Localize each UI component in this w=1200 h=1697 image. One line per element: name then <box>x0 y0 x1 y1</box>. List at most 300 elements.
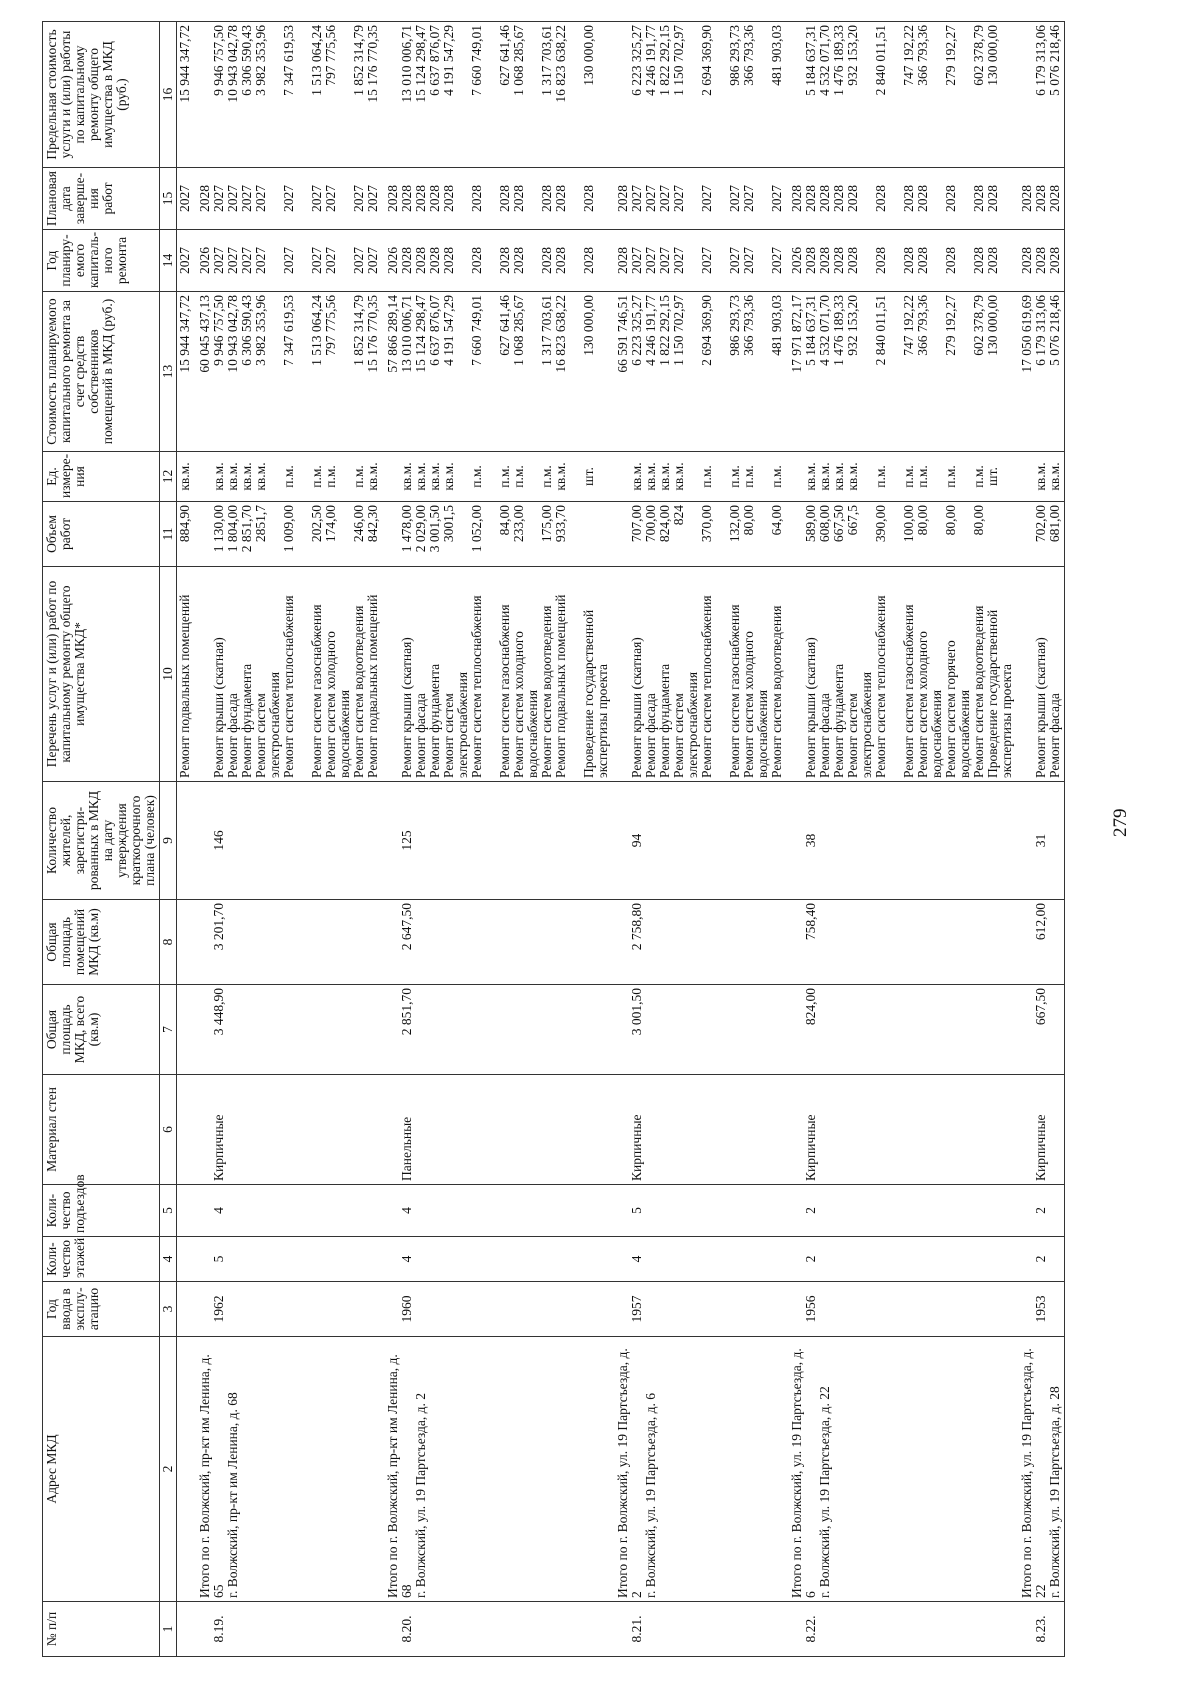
table-cell <box>177 1337 195 1602</box>
table-cell <box>177 1282 195 1337</box>
cell-line: 2028 <box>845 185 860 212</box>
cell-line <box>268 455 282 498</box>
cell-line: 8.21. <box>629 1615 644 1643</box>
cell-line <box>1000 25 1014 164</box>
cell-line: 17 971 872,17 <box>789 295 804 373</box>
cell-line: 2028 <box>413 185 428 212</box>
table-cell <box>194 1237 382 1282</box>
cell-line <box>198 505 212 563</box>
cell-line: 1957 <box>629 1295 644 1323</box>
cell-line: 10 943 042,78 <box>225 295 240 373</box>
column-number: 5 <box>160 1185 177 1237</box>
cell-line: Ремонт систем водоотведения <box>769 605 784 778</box>
cell-line <box>756 295 770 448</box>
table-cell <box>177 502 195 567</box>
cell-line: Ремонт подвальных помещений <box>553 594 568 778</box>
cell-line <box>714 233 728 288</box>
cell-line <box>198 903 212 981</box>
cell-line <box>1020 1078 1034 1181</box>
cell-line <box>790 1188 804 1233</box>
cell-line: 1 009,00 <box>281 505 296 553</box>
cell-line: 1 052,00 <box>469 505 484 553</box>
cell-line: 2028 <box>399 247 414 274</box>
cell-line <box>1000 505 1014 563</box>
cell-line: Ремонт подвальных помещений <box>365 594 380 778</box>
cell-line: п.м. <box>539 465 554 488</box>
cell-line <box>386 988 400 1071</box>
cell-line <box>888 505 902 563</box>
cell-line <box>526 171 540 226</box>
cell-line <box>456 295 470 448</box>
table-cell <box>612 782 786 900</box>
cell-line: 986 293,73 <box>727 295 742 356</box>
cell-line: Ремонт систем водоотведения <box>971 605 986 778</box>
cell-line: 707,00 <box>629 505 644 543</box>
cell-line: водоснабжения <box>957 689 972 778</box>
cell-line <box>958 455 972 498</box>
table-cell <box>194 292 382 452</box>
cell-line: кв.м. <box>177 462 192 491</box>
cell-line: 2027 <box>671 185 686 212</box>
cell-line: 2 647,50 <box>399 903 414 951</box>
cell-line <box>386 785 400 896</box>
cell-line: 15 124 298,47 <box>413 295 428 373</box>
cell-line: 2028 <box>511 247 526 274</box>
cell-line: кв.м. <box>643 462 658 491</box>
cell-line: 608,00 <box>817 505 832 543</box>
column-number: 6 <box>160 1075 177 1185</box>
cell-line <box>860 25 874 164</box>
cell-line: 2027 <box>225 247 240 274</box>
cell-line: Ремонт систем <box>845 693 860 778</box>
cell-line <box>484 570 498 778</box>
cell-line: Ремонт фасада <box>1047 693 1062 778</box>
cell-line: 824,00 <box>657 505 672 543</box>
cell-line <box>296 455 310 498</box>
cell-line: 8.19. <box>211 1615 226 1643</box>
table-cell <box>786 1337 1016 1602</box>
cell-line <box>1000 295 1014 448</box>
cell-line <box>1020 505 1034 563</box>
cell-line: экспертизы проекта <box>595 663 610 778</box>
cell-line: кв.м. <box>253 462 268 491</box>
cell-line <box>1020 1605 1034 1653</box>
cell-line: 4 532 071,70 <box>817 25 832 96</box>
cell-line: 1962 <box>211 1295 226 1323</box>
cell-line <box>338 295 352 448</box>
cell-line <box>616 1078 630 1181</box>
cell-line: Ремонт систем газоснабжения <box>901 604 916 778</box>
table-cell <box>1016 452 1065 502</box>
cell-line: 2 840 011,51 <box>873 25 888 96</box>
cell-line <box>386 1240 400 1278</box>
cell-line: 84,00 <box>497 505 512 536</box>
cell-line: 2028 <box>817 247 832 274</box>
cell-line: 4 191 547,29 <box>441 295 456 366</box>
cell-line: Ремонт систем холодного <box>741 631 756 778</box>
table-cell <box>194 1075 382 1185</box>
cell-line: 1 150 702,97 <box>671 25 686 96</box>
column-number: 1 <box>160 1602 177 1657</box>
cell-line: 2 029,00 <box>413 505 428 553</box>
header-cell: Общая площадь помещений МКД (кв.м) <box>43 900 160 985</box>
column-number: 7 <box>160 985 177 1075</box>
cell-line: п.м. <box>741 465 756 488</box>
table-cell <box>1016 1337 1065 1602</box>
cell-line <box>616 455 630 498</box>
cell-line: 246,00 <box>351 505 366 543</box>
cell-line: 2028 <box>971 247 986 274</box>
cell-line: кв.м. <box>399 462 414 491</box>
cell-line: 6 306 590,43 <box>239 25 254 96</box>
cell-line: г. Волжский, пр-кт им Ленина, д. 68 <box>225 1392 240 1598</box>
cell-line <box>930 295 944 448</box>
cell-line <box>296 233 310 288</box>
table-cell <box>612 1602 786 1657</box>
cell-line: 2 <box>1033 1255 1048 1263</box>
cell-line: 932 153,20 <box>845 25 860 86</box>
cell-line: 2028 <box>1047 247 1062 274</box>
cell-line <box>596 505 610 563</box>
cell-line: Ремонт фундамента <box>657 663 672 778</box>
cell-line: 2 758,80 <box>629 903 644 951</box>
cell-line: 2027 <box>323 247 338 274</box>
cell-line <box>930 455 944 498</box>
cell-line: Ремонт крыши (скатная) <box>211 637 226 778</box>
cell-line: Ремонт систем газоснабжения <box>309 604 324 778</box>
table-cell <box>1016 1185 1065 1237</box>
cell-line: 366 793,36 <box>915 295 930 356</box>
cell-line: Ремонт крыши (скатная) <box>629 637 644 778</box>
cell-line: п.м. <box>727 465 742 488</box>
cell-line: 2027 <box>225 185 240 212</box>
cell-line <box>1000 233 1014 288</box>
cell-line <box>616 505 630 563</box>
table-cell <box>194 22 382 168</box>
cell-line: 2027 <box>351 185 366 212</box>
cell-line: экспертизы проекта <box>999 663 1014 778</box>
cell-line: 2027 <box>281 247 296 274</box>
cell-line <box>484 25 498 164</box>
cell-line: 4 191 547,29 <box>441 25 456 96</box>
cell-line: 824 <box>671 505 686 526</box>
cell-line: 15 176 770,35 <box>365 295 380 373</box>
cell-line: 2028 <box>817 185 832 212</box>
cell-line: электроснабжения <box>455 671 470 778</box>
cell-line: 2028 <box>789 185 804 212</box>
cell-line: кв.м. <box>441 462 456 491</box>
cell-line <box>1000 171 1014 226</box>
cell-line: 6 223 325,27 <box>629 25 644 96</box>
cell-line: 3 982 353,96 <box>253 295 268 366</box>
table-row <box>177 22 195 1657</box>
cell-line <box>888 25 902 164</box>
table-row <box>1016 22 1065 1657</box>
cell-line <box>616 25 630 164</box>
header-cell: Год планиру-емого капиталь-ного ремонта <box>43 230 160 292</box>
cell-line: 80,00 <box>971 505 986 536</box>
cell-line: 884,90 <box>177 505 192 543</box>
table-cell <box>194 452 382 502</box>
cell-line <box>526 505 540 563</box>
header-row <box>43 22 160 1657</box>
column-number: 3 <box>160 1282 177 1337</box>
cell-line <box>268 171 282 226</box>
cell-line: 1 317 703,61 <box>539 295 554 366</box>
cell-line: 747 192,22 <box>901 25 916 86</box>
header-cell: Адрес МКД <box>43 1337 160 1602</box>
cell-line: Ремонт систем холодного <box>511 631 526 778</box>
cell-line: Ремонт систем теплоснабжения <box>873 595 888 778</box>
cell-line: 2028 <box>539 185 554 212</box>
cell-line <box>686 455 700 498</box>
cell-line: 5 184 637,31 <box>803 25 818 96</box>
cell-line <box>790 505 804 563</box>
cell-line <box>296 171 310 226</box>
cell-line <box>888 233 902 288</box>
cell-line: Ремонт систем газоснабжения <box>497 604 512 778</box>
cell-line <box>958 25 972 164</box>
cell-line: Проведение государственной <box>985 609 1000 778</box>
table-cell <box>177 168 195 230</box>
table-cell <box>382 567 612 782</box>
cell-line: 64,00 <box>769 505 784 536</box>
cell-line <box>888 295 902 448</box>
column-number: 2 <box>160 1337 177 1602</box>
cell-line: 667,5 <box>845 505 860 536</box>
cell-line <box>860 171 874 226</box>
cell-line <box>526 233 540 288</box>
table-cell <box>612 1282 786 1337</box>
table-cell <box>382 985 612 1075</box>
cell-line: 1 852 314,79 <box>351 295 366 366</box>
cell-line <box>268 233 282 288</box>
cell-line <box>616 1240 630 1278</box>
table-cell <box>612 22 786 168</box>
cell-line: электроснабжения <box>685 671 700 778</box>
cell-line: Ремонт систем водоотведения <box>539 605 554 778</box>
cell-line <box>790 903 804 981</box>
cell-line: 2028 <box>469 247 484 274</box>
cell-line: г. Волжский, ул. 19 Партсъезда, д. 2 <box>413 1392 428 1598</box>
cell-line <box>790 1078 804 1181</box>
table-cell <box>1016 1237 1065 1282</box>
cell-line <box>568 570 582 778</box>
cell-line <box>484 295 498 448</box>
table-cell <box>382 1185 612 1237</box>
cell-line: 2 694 369,90 <box>699 295 714 366</box>
cell-line: 1 476 189,33 <box>831 25 846 96</box>
table-cell <box>194 985 382 1075</box>
cell-line: Итого по г. Волжский, ул. 19 Партсъезда, д. 22 <box>1019 1348 1048 1598</box>
table-cell <box>382 900 612 985</box>
cell-line: 8.22. <box>803 1615 818 1643</box>
cell-line: кв.м. <box>1033 462 1048 491</box>
cell-line: 174,00 <box>323 505 338 543</box>
table-cell <box>382 168 612 230</box>
cell-line <box>456 455 470 498</box>
cell-line: 2028 <box>441 247 456 274</box>
cell-line: 2027 <box>239 247 254 274</box>
table-cell <box>786 1237 1016 1282</box>
cell-line: 2027 <box>177 185 192 212</box>
cell-line: Панельные <box>399 1116 414 1181</box>
cell-line: 130 000,00 <box>985 295 1000 356</box>
cell-line <box>930 25 944 164</box>
column-number: 15 <box>160 168 177 230</box>
table-cell <box>612 567 786 782</box>
cell-line: 2 694 369,90 <box>699 25 714 96</box>
cell-line: кв.м. <box>817 462 832 491</box>
cell-line <box>484 233 498 288</box>
cell-line <box>686 25 700 164</box>
cell-line: 1 822 292,15 <box>657 25 672 96</box>
cell-line <box>338 25 352 164</box>
cell-line: 1 476 189,33 <box>831 295 846 366</box>
cell-line: 2027 <box>629 185 644 212</box>
cell-line: Ремонт крыши (скатная) <box>1033 637 1048 778</box>
cell-line: 2028 <box>553 185 568 212</box>
cell-line: 612,00 <box>1033 903 1048 941</box>
cell-line: шт. <box>581 467 596 486</box>
cell-line <box>1020 1240 1034 1278</box>
cell-line <box>790 1605 804 1653</box>
cell-line: 3 448,90 <box>211 988 226 1036</box>
cell-line <box>526 295 540 448</box>
cell-line <box>596 171 610 226</box>
cell-line: 15 176 770,35 <box>365 25 380 103</box>
cell-line: 366 793,36 <box>741 295 756 356</box>
cell-line <box>386 903 400 981</box>
cell-line: 2027 <box>177 247 192 274</box>
cell-line <box>958 505 972 563</box>
table-cell <box>786 1185 1016 1237</box>
header-cell: Предельная стоимость услуги и (или) работы по капитальному ремонту общего имущества в МКД (руб.) <box>43 22 160 168</box>
cell-line: кв.м. <box>225 462 240 491</box>
cell-line <box>484 455 498 498</box>
cell-line: п.м. <box>769 465 784 488</box>
cell-line: 481 903,03 <box>769 25 784 86</box>
cell-line: п.м. <box>901 465 916 488</box>
cell-line: 3 201,70 <box>211 903 226 951</box>
cell-line: 1 068 285,67 <box>511 25 526 96</box>
table-cell <box>177 985 195 1075</box>
cell-line <box>714 455 728 498</box>
table-cell <box>1016 292 1065 452</box>
cell-line: 758,40 <box>803 903 818 941</box>
cell-line <box>198 1285 212 1333</box>
cell-line: 390,00 <box>873 505 888 543</box>
cell-line: 2028 <box>553 247 568 274</box>
cell-line: Ремонт систем холодного <box>915 631 930 778</box>
cell-line: 4 <box>211 1207 226 1214</box>
cell-line: Ремонт подвальных помещений <box>177 594 192 778</box>
cell-line: Кирпичные <box>629 1114 644 1181</box>
cell-line: 3 982 353,96 <box>253 25 268 96</box>
cell-line: Ремонт фундамента <box>831 663 846 778</box>
cell-line: Итого по г. Волжский, пр-кт им Ленина, д. 68 <box>385 1354 414 1598</box>
cell-line: 2027 <box>239 185 254 212</box>
cell-line: кв.м. <box>211 462 226 491</box>
header-cell: Год ввода в эксплу-атацию <box>43 1282 160 1337</box>
cell-line: 17 050 619,69 <box>1019 295 1034 373</box>
table-cell <box>382 502 612 567</box>
cell-line <box>714 570 728 778</box>
header-cell: Объем работ <box>43 502 160 567</box>
cell-line: 2027 <box>657 247 672 274</box>
cell-line <box>616 1285 630 1333</box>
table-row <box>786 22 1016 1657</box>
table-row <box>612 22 786 1657</box>
header-cell: Количество жителей, зарегистри-рованных в МКД на дату утверждения краткосрочного плана (человек) <box>43 782 160 900</box>
cell-line <box>386 455 400 498</box>
cell-line <box>268 505 282 563</box>
cell-line: г. Волжский, ул. 19 Партсъезда, д. 28 <box>1047 1386 1062 1598</box>
cell-line <box>198 25 212 164</box>
cell-line: водоснабжения <box>525 689 540 778</box>
cell-line: 2028 <box>971 185 986 212</box>
cell-line: 6 306 590,43 <box>239 295 254 366</box>
table-cell <box>177 900 195 985</box>
cell-line: кв.м. <box>671 462 686 491</box>
table-cell <box>786 1602 1016 1657</box>
cell-line: 4 246 191,77 <box>643 295 658 366</box>
cell-line: 2027 <box>769 185 784 212</box>
cell-line: Итого по г. Волжский, ул. 19 Партсъезда, д. 6 <box>789 1348 818 1598</box>
cell-line: Итого по г. Волжский, ул. 19 Партсъезда, д. 2 <box>615 1348 644 1598</box>
cell-line <box>596 455 610 498</box>
cell-line: 1 513 064,24 <box>309 25 324 96</box>
table-cell <box>382 1282 612 1337</box>
column-number: 11 <box>160 502 177 567</box>
table-cell <box>786 1282 1016 1337</box>
cell-line: 6 179 313,06 <box>1033 295 1048 366</box>
cell-line: Ремонт систем водоотведения <box>351 605 366 778</box>
cell-line <box>790 455 804 498</box>
cell-line <box>686 171 700 226</box>
header-cell: Коли-чество подъездов <box>43 1185 160 1237</box>
cell-line: 2 851,70 <box>399 988 414 1036</box>
cell-line <box>790 785 804 896</box>
cell-line: 2028 <box>845 247 860 274</box>
table-row <box>382 22 612 1657</box>
table-cell <box>612 502 786 567</box>
cell-line: Ремонт систем теплоснабжения <box>699 595 714 778</box>
cell-line: 2027 <box>253 247 268 274</box>
cell-line <box>958 295 972 448</box>
cell-line: Ремонт фасада <box>413 693 428 778</box>
table-cell <box>612 1237 786 1282</box>
table-cell <box>194 567 382 782</box>
cell-line <box>1020 25 1034 164</box>
table-cell <box>382 1337 612 1602</box>
header-cell: Материал стен <box>43 1075 160 1185</box>
cell-line: 279 192,27 <box>943 25 958 86</box>
cell-line: г. Волжский, ул. 19 Партсъезда, д. 22 <box>817 1386 832 1598</box>
table-cell <box>786 567 1016 782</box>
cell-line: Ремонт систем <box>253 693 268 778</box>
cell-line: 16 823 638,22 <box>553 295 568 373</box>
cell-line: кв.м. <box>365 462 380 491</box>
cell-line: 2027 <box>629 247 644 274</box>
cell-line <box>1020 988 1034 1071</box>
cell-line <box>484 171 498 226</box>
cell-line: п.м. <box>943 465 958 488</box>
table-cell <box>177 452 195 502</box>
cell-line: 842,30 <box>365 505 380 543</box>
cell-line: 3001,5 <box>441 505 456 543</box>
cell-line: 6 223 325,27 <box>629 295 644 366</box>
